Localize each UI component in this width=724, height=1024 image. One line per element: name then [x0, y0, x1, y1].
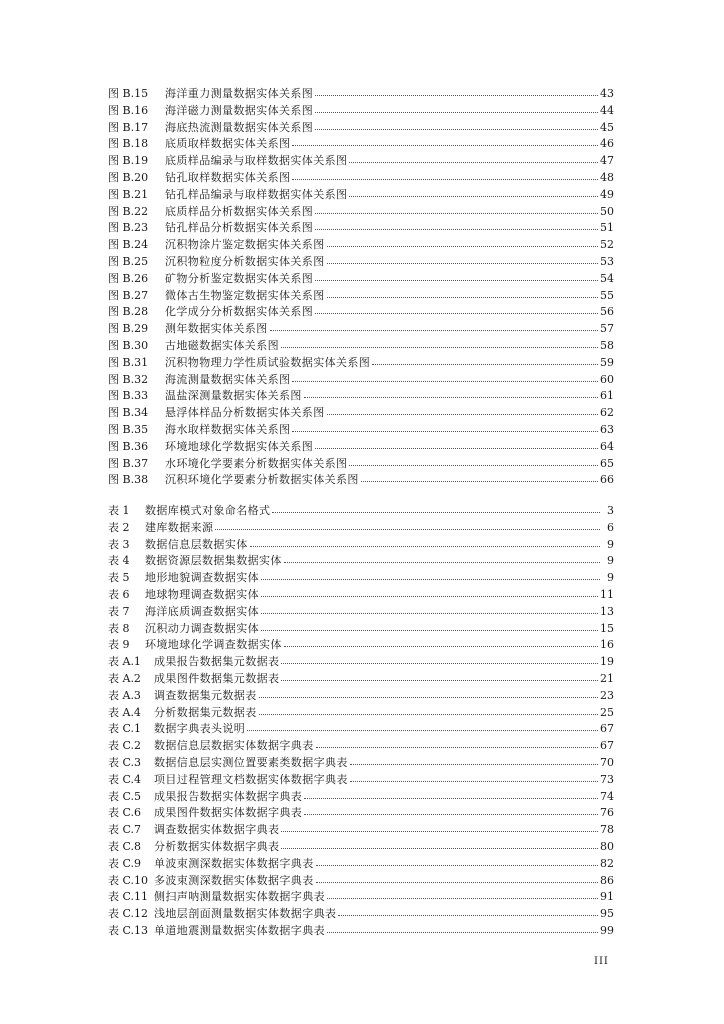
figure-entry[interactable] [108, 187, 614, 204]
entry-label: 图 B.15 [108, 87, 149, 100]
entry-title: 成果图件数据实体数据字典表 [154, 806, 303, 820]
dot-leader [247, 720, 598, 731]
table-entry[interactable] [108, 587, 614, 604]
dot-leader [316, 872, 598, 883]
entry-label: 图 B.29 [108, 322, 149, 336]
entry-title: 微体古生物鉴定数据实体关系图 [165, 288, 325, 302]
dot-leader [261, 586, 598, 597]
entry-title: 分析数据实体数据字典表 [154, 839, 280, 853]
entry-title: 单波束测深数据实体数据字典表 [154, 856, 314, 870]
entry-page-number: 65 [600, 456, 614, 470]
entry-title: 数据字典表头说明 [154, 722, 246, 736]
dot-leader [281, 821, 598, 832]
entry-title: 海底热流测量数据实体关系图 [165, 120, 314, 134]
entry-page-number: 44 [600, 103, 614, 117]
table-entry[interactable] [108, 789, 614, 806]
entry-label: 表 C.6 [108, 806, 142, 820]
entry-title: 矿物分析鉴定数据实体关系图 [165, 271, 314, 285]
entry-title: 海洋底质调查数据实体 [145, 604, 259, 618]
dot-leader [372, 354, 598, 365]
dot-leader [304, 387, 598, 398]
dot-leader [349, 152, 598, 163]
dot-leader [350, 754, 598, 765]
entry-page-number: 58 [600, 338, 614, 352]
entry-title: 环境地球化学数据实体关系图 [165, 439, 314, 453]
dot-leader [281, 653, 598, 664]
entry-title: 测年数据实体关系图 [165, 322, 268, 336]
entry-page-number: 82 [600, 856, 614, 870]
list-of-tables [108, 503, 614, 940]
figure-entry[interactable] [108, 86, 614, 103]
entry-label: 图 B.24 [108, 238, 149, 252]
entry-label: 图 B.19 [108, 154, 149, 168]
entry-page-number: 51 [600, 221, 614, 235]
dot-leader [270, 320, 598, 331]
entry-label: 图 B.36 [108, 439, 149, 453]
table-entry[interactable] [108, 923, 614, 940]
list-of-figures [108, 86, 614, 489]
entry-title: 沉积动力调查数据实体 [145, 621, 259, 635]
figure-entry[interactable] [108, 422, 614, 439]
dot-leader [281, 670, 598, 681]
table-entry[interactable] [108, 520, 614, 537]
figure-entry[interactable] [108, 388, 614, 405]
figure-entry[interactable] [108, 439, 614, 456]
figure-entry[interactable] [108, 170, 614, 187]
entry-page-number: 9 [607, 571, 614, 585]
entry-page-number: 60 [600, 372, 614, 386]
table-entry[interactable] [108, 553, 614, 570]
entry-title: 海洋磁力测量数据实体关系图 [165, 103, 314, 117]
entry-label: 表 4 [108, 554, 130, 568]
table-entry[interactable] [108, 889, 614, 906]
dot-leader [327, 287, 598, 298]
table-entry[interactable] [108, 570, 614, 587]
dot-leader [349, 186, 598, 197]
dot-leader [261, 620, 598, 631]
dot-leader [315, 219, 598, 230]
dot-leader [361, 471, 598, 482]
entry-label: 表 6 [108, 587, 130, 601]
entry-page-number: 19 [600, 655, 614, 669]
entry-title: 温盐深测量数据实体关系图 [165, 389, 302, 403]
entry-label: 图 B.20 [108, 170, 149, 184]
dot-leader [304, 804, 598, 815]
entry-label: 表 A.2 [108, 671, 141, 685]
entry-page-number: 55 [600, 288, 614, 302]
table-entry[interactable] [108, 772, 614, 789]
table-entry[interactable] [108, 822, 614, 839]
entry-label: 表 C.2 [108, 739, 142, 753]
entry-page-number: 56 [600, 305, 614, 319]
dot-leader [304, 788, 598, 799]
figure-entry[interactable] [108, 288, 614, 305]
dot-leader [315, 270, 598, 281]
table-entry[interactable] [108, 839, 614, 856]
figure-entry[interactable] [108, 103, 614, 120]
figure-entry[interactable] [108, 120, 614, 137]
entry-label: 表 A.4 [108, 705, 141, 719]
entry-page-number: 99 [600, 923, 614, 937]
dot-leader [338, 905, 598, 916]
entry-label: 表 7 [108, 604, 130, 618]
entry-title: 海洋重力测量数据实体关系图 [165, 87, 314, 100]
entry-label: 图 B.28 [108, 305, 149, 319]
figure-entry[interactable] [108, 220, 614, 237]
entry-label: 图 B.38 [108, 473, 149, 487]
table-entry[interactable] [108, 856, 614, 873]
entry-page-number: 64 [600, 439, 614, 453]
dot-leader [315, 438, 598, 449]
dot-leader [292, 371, 598, 382]
entry-label: 图 B.18 [108, 137, 149, 151]
table-entry[interactable] [108, 537, 614, 554]
entry-title: 地形地貌调查数据实体 [145, 571, 259, 585]
entry-label: 图 B.34 [108, 406, 149, 420]
entry-page-number: 78 [600, 823, 614, 837]
dot-leader [261, 569, 600, 580]
dot-leader [350, 771, 598, 782]
table-entry[interactable] [108, 654, 614, 671]
entry-title: 环境地球化学调查数据实体 [145, 638, 282, 652]
entry-label: 表 C.7 [108, 823, 142, 837]
figure-entry[interactable] [108, 472, 614, 489]
entry-page-number: 45 [600, 120, 614, 134]
dot-leader [215, 519, 600, 530]
entry-page-number: 46 [600, 137, 614, 151]
figure-entry[interactable] [108, 254, 614, 271]
entry-label: 表 5 [108, 571, 130, 585]
entry-page-number: 49 [600, 187, 614, 201]
dot-leader [349, 455, 598, 466]
dot-leader [292, 135, 598, 146]
dot-leader [327, 922, 598, 933]
entry-title: 化学成分分析数据实体关系图 [165, 305, 314, 319]
entry-label: 表 C.10 [108, 873, 149, 887]
entry-page-number: 23 [600, 688, 614, 702]
entry-title: 成果报告数据实体数据字典表 [154, 789, 303, 803]
entry-label: 图 B.25 [108, 254, 149, 268]
entry-label: 表 C.12 [108, 907, 149, 921]
table-entry[interactable] [108, 906, 614, 923]
entry-title: 数据资源层数据集数据实体 [145, 554, 282, 568]
dot-leader [316, 737, 598, 748]
entry-page-number: 53 [600, 254, 614, 268]
entry-title: 钻孔取样数据实体关系图 [165, 170, 291, 184]
dot-leader [292, 169, 598, 180]
entry-title: 单道地震测量数据实体数据字典表 [154, 923, 325, 937]
entry-label: 图 B.16 [108, 103, 149, 117]
dot-leader [315, 203, 598, 214]
entry-label: 图 B.26 [108, 271, 149, 285]
entry-page-number: 73 [600, 772, 614, 786]
entry-label: 表 9 [108, 638, 130, 652]
entry-label: 表 C.13 [108, 923, 149, 937]
entry-title: 水环境化学要素分析数据实体关系图 [165, 456, 348, 470]
dot-leader [281, 838, 598, 849]
entry-label: 图 B.17 [108, 120, 149, 134]
entry-page-number: 57 [600, 322, 614, 336]
entry-page-number: 95 [600, 907, 614, 921]
entry-page-number: 52 [600, 238, 614, 252]
entry-title: 底质样品编录与取样数据实体关系图 [165, 154, 348, 168]
entry-page-number: 13 [600, 604, 614, 618]
entry-page-number: 11 [600, 587, 614, 601]
dot-leader [292, 421, 598, 432]
entry-page-number: 25 [600, 705, 614, 719]
entry-title: 钻孔样品编录与取样数据实体关系图 [165, 187, 348, 201]
figure-entry[interactable] [108, 355, 614, 372]
dot-leader [316, 855, 598, 866]
entry-title: 调查数据实体数据字典表 [154, 823, 280, 837]
entry-label: 图 B.27 [108, 288, 149, 302]
entry-title: 海水取样数据实体关系图 [165, 422, 291, 436]
entry-title: 数据信息层数据实体数据字典表 [154, 739, 314, 753]
entry-label: 表 8 [108, 621, 130, 635]
entry-page-number: 63 [600, 422, 614, 436]
entry-page-number: 50 [600, 204, 614, 218]
dot-leader [315, 85, 598, 96]
entry-page-number: 16 [600, 638, 614, 652]
entry-page-number: 62 [600, 406, 614, 420]
table-entry[interactable] [108, 805, 614, 822]
entry-label: 表 C.11 [108, 890, 149, 904]
entry-label: 图 B.22 [108, 204, 149, 218]
figure-entry[interactable] [108, 136, 614, 153]
dot-leader [315, 119, 598, 130]
entry-page-number: 91 [600, 890, 614, 904]
entry-title: 侧扫声呐测量数据实体数据字典表 [154, 890, 325, 904]
dot-leader [281, 337, 598, 348]
figure-entry[interactable] [108, 405, 614, 422]
dot-leader [272, 502, 600, 513]
dot-leader [284, 552, 600, 563]
dot-leader [327, 236, 598, 247]
page-number: III [594, 956, 609, 967]
entry-page-number: 9 [607, 554, 614, 568]
entry-title: 浅地层剖面测量数据实体数据字典表 [154, 907, 337, 921]
entry-title: 悬浮体样品分析数据实体关系图 [165, 406, 325, 420]
entry-label: 表 A.3 [108, 688, 141, 702]
dot-leader [259, 704, 598, 715]
entry-page-number: 76 [600, 806, 614, 820]
entry-title: 沉积物粒度分析数据实体关系图 [165, 254, 325, 268]
entry-title: 地球物理调查数据实体 [145, 587, 259, 601]
table-entry[interactable] [108, 721, 614, 738]
figure-entry[interactable] [108, 304, 614, 321]
entry-page-number: 59 [600, 355, 614, 369]
entry-page-number: 61 [600, 389, 614, 403]
entry-page-number: 67 [600, 739, 614, 753]
entry-label: 表 C.9 [108, 856, 142, 870]
figure-entry[interactable] [108, 204, 614, 221]
dot-leader [315, 102, 598, 113]
entry-label: 图 B.35 [108, 422, 149, 436]
entry-title: 建库数据来源 [145, 520, 214, 534]
entry-label: 图 B.37 [108, 456, 149, 470]
entry-title: 沉积物物理力学性质试验数据实体关系图 [165, 355, 371, 369]
figure-entry[interactable] [108, 153, 614, 170]
table-entry[interactable] [108, 621, 614, 638]
entry-label: 图 B.31 [108, 355, 149, 369]
figure-entry[interactable] [108, 372, 614, 389]
dot-leader [327, 253, 598, 264]
entry-label: 表 C.4 [108, 772, 142, 786]
table-entry[interactable] [108, 738, 614, 755]
entry-page-number: 66 [600, 473, 614, 487]
table-entry[interactable] [108, 637, 614, 654]
entry-page-number: 48 [600, 170, 614, 184]
entry-label: 表 C.1 [108, 722, 142, 736]
entry-page-number: 67 [600, 722, 614, 736]
entry-title: 数据信息层数据实体 [145, 537, 248, 551]
entry-label: 图 B.30 [108, 338, 149, 352]
entry-label: 表 C.8 [108, 839, 142, 853]
entry-title: 底质取样数据实体关系图 [165, 137, 291, 151]
dot-leader [315, 303, 598, 314]
entry-label: 表 C.5 [108, 789, 142, 803]
entry-title: 海流测量数据实体关系图 [165, 372, 291, 386]
table-entry[interactable] [108, 755, 614, 772]
entry-label: 图 B.32 [108, 372, 149, 386]
figure-entry[interactable] [108, 271, 614, 288]
table-entry[interactable] [108, 604, 614, 621]
entry-label: 表 3 [108, 537, 130, 551]
entry-title: 成果图件数据集元数据表 [154, 671, 280, 685]
entry-title: 沉积物涂片鉴定数据实体关系图 [165, 238, 325, 252]
entry-title: 钻孔样品分析数据实体关系图 [165, 221, 314, 235]
entry-title: 沉积环境化学要素分析数据实体关系图 [165, 473, 359, 487]
figure-entry[interactable] [108, 338, 614, 355]
entry-page-number: 70 [600, 755, 614, 769]
entry-page-number: 6 [607, 520, 614, 534]
entry-label: 表 C.3 [108, 755, 142, 769]
dot-leader [284, 636, 598, 647]
figure-entry[interactable] [108, 237, 614, 254]
entry-title: 调查数据集元数据表 [154, 688, 257, 702]
entry-label: 表 2 [108, 520, 130, 534]
figure-entry[interactable] [108, 456, 614, 473]
entry-page-number: 54 [600, 271, 614, 285]
entry-title: 古地磁数据实体关系图 [165, 338, 279, 352]
entry-label: 表 A.1 [108, 655, 141, 669]
entry-title: 数据库模式对象命名格式 [145, 504, 271, 517]
dot-leader [327, 888, 598, 899]
figure-entry[interactable] [108, 321, 614, 338]
entry-title: 分析数据集元数据表 [154, 705, 257, 719]
entry-label: 图 B.23 [108, 221, 149, 235]
entry-page-number: 9 [607, 537, 614, 551]
table-entry[interactable] [108, 503, 614, 520]
entry-page-number: 43 [600, 87, 614, 100]
table-entry[interactable] [108, 705, 614, 722]
entry-page-number: 3 [607, 504, 614, 517]
dot-leader [261, 603, 598, 614]
entry-page-number: 21 [600, 671, 614, 685]
dot-leader [327, 404, 598, 415]
entry-page-number: 74 [600, 789, 614, 803]
entry-title: 成果报告数据集元数据表 [154, 655, 280, 669]
entry-title: 数据信息层实测位置要素类数据字典表 [154, 755, 348, 769]
entry-title: 底质样品分析数据实体关系图 [165, 204, 314, 218]
dot-leader [250, 536, 600, 547]
entry-title: 多波束测深数据实体数据字典表 [154, 873, 314, 887]
entry-label: 图 B.33 [108, 389, 149, 403]
entry-page-number: 86 [600, 873, 614, 887]
entry-label: 图 B.21 [108, 187, 149, 201]
entry-page-number: 15 [600, 621, 614, 635]
table-entry[interactable] [108, 671, 614, 688]
entry-title: 项目过程管理文档数据实体数据字典表 [154, 772, 348, 786]
entry-page-number: 47 [600, 154, 614, 168]
entry-label: 表 1 [108, 504, 130, 517]
table-entry[interactable] [108, 688, 614, 705]
dot-leader [259, 687, 598, 698]
entry-page-number: 80 [600, 839, 614, 853]
table-entry[interactable] [108, 873, 614, 890]
